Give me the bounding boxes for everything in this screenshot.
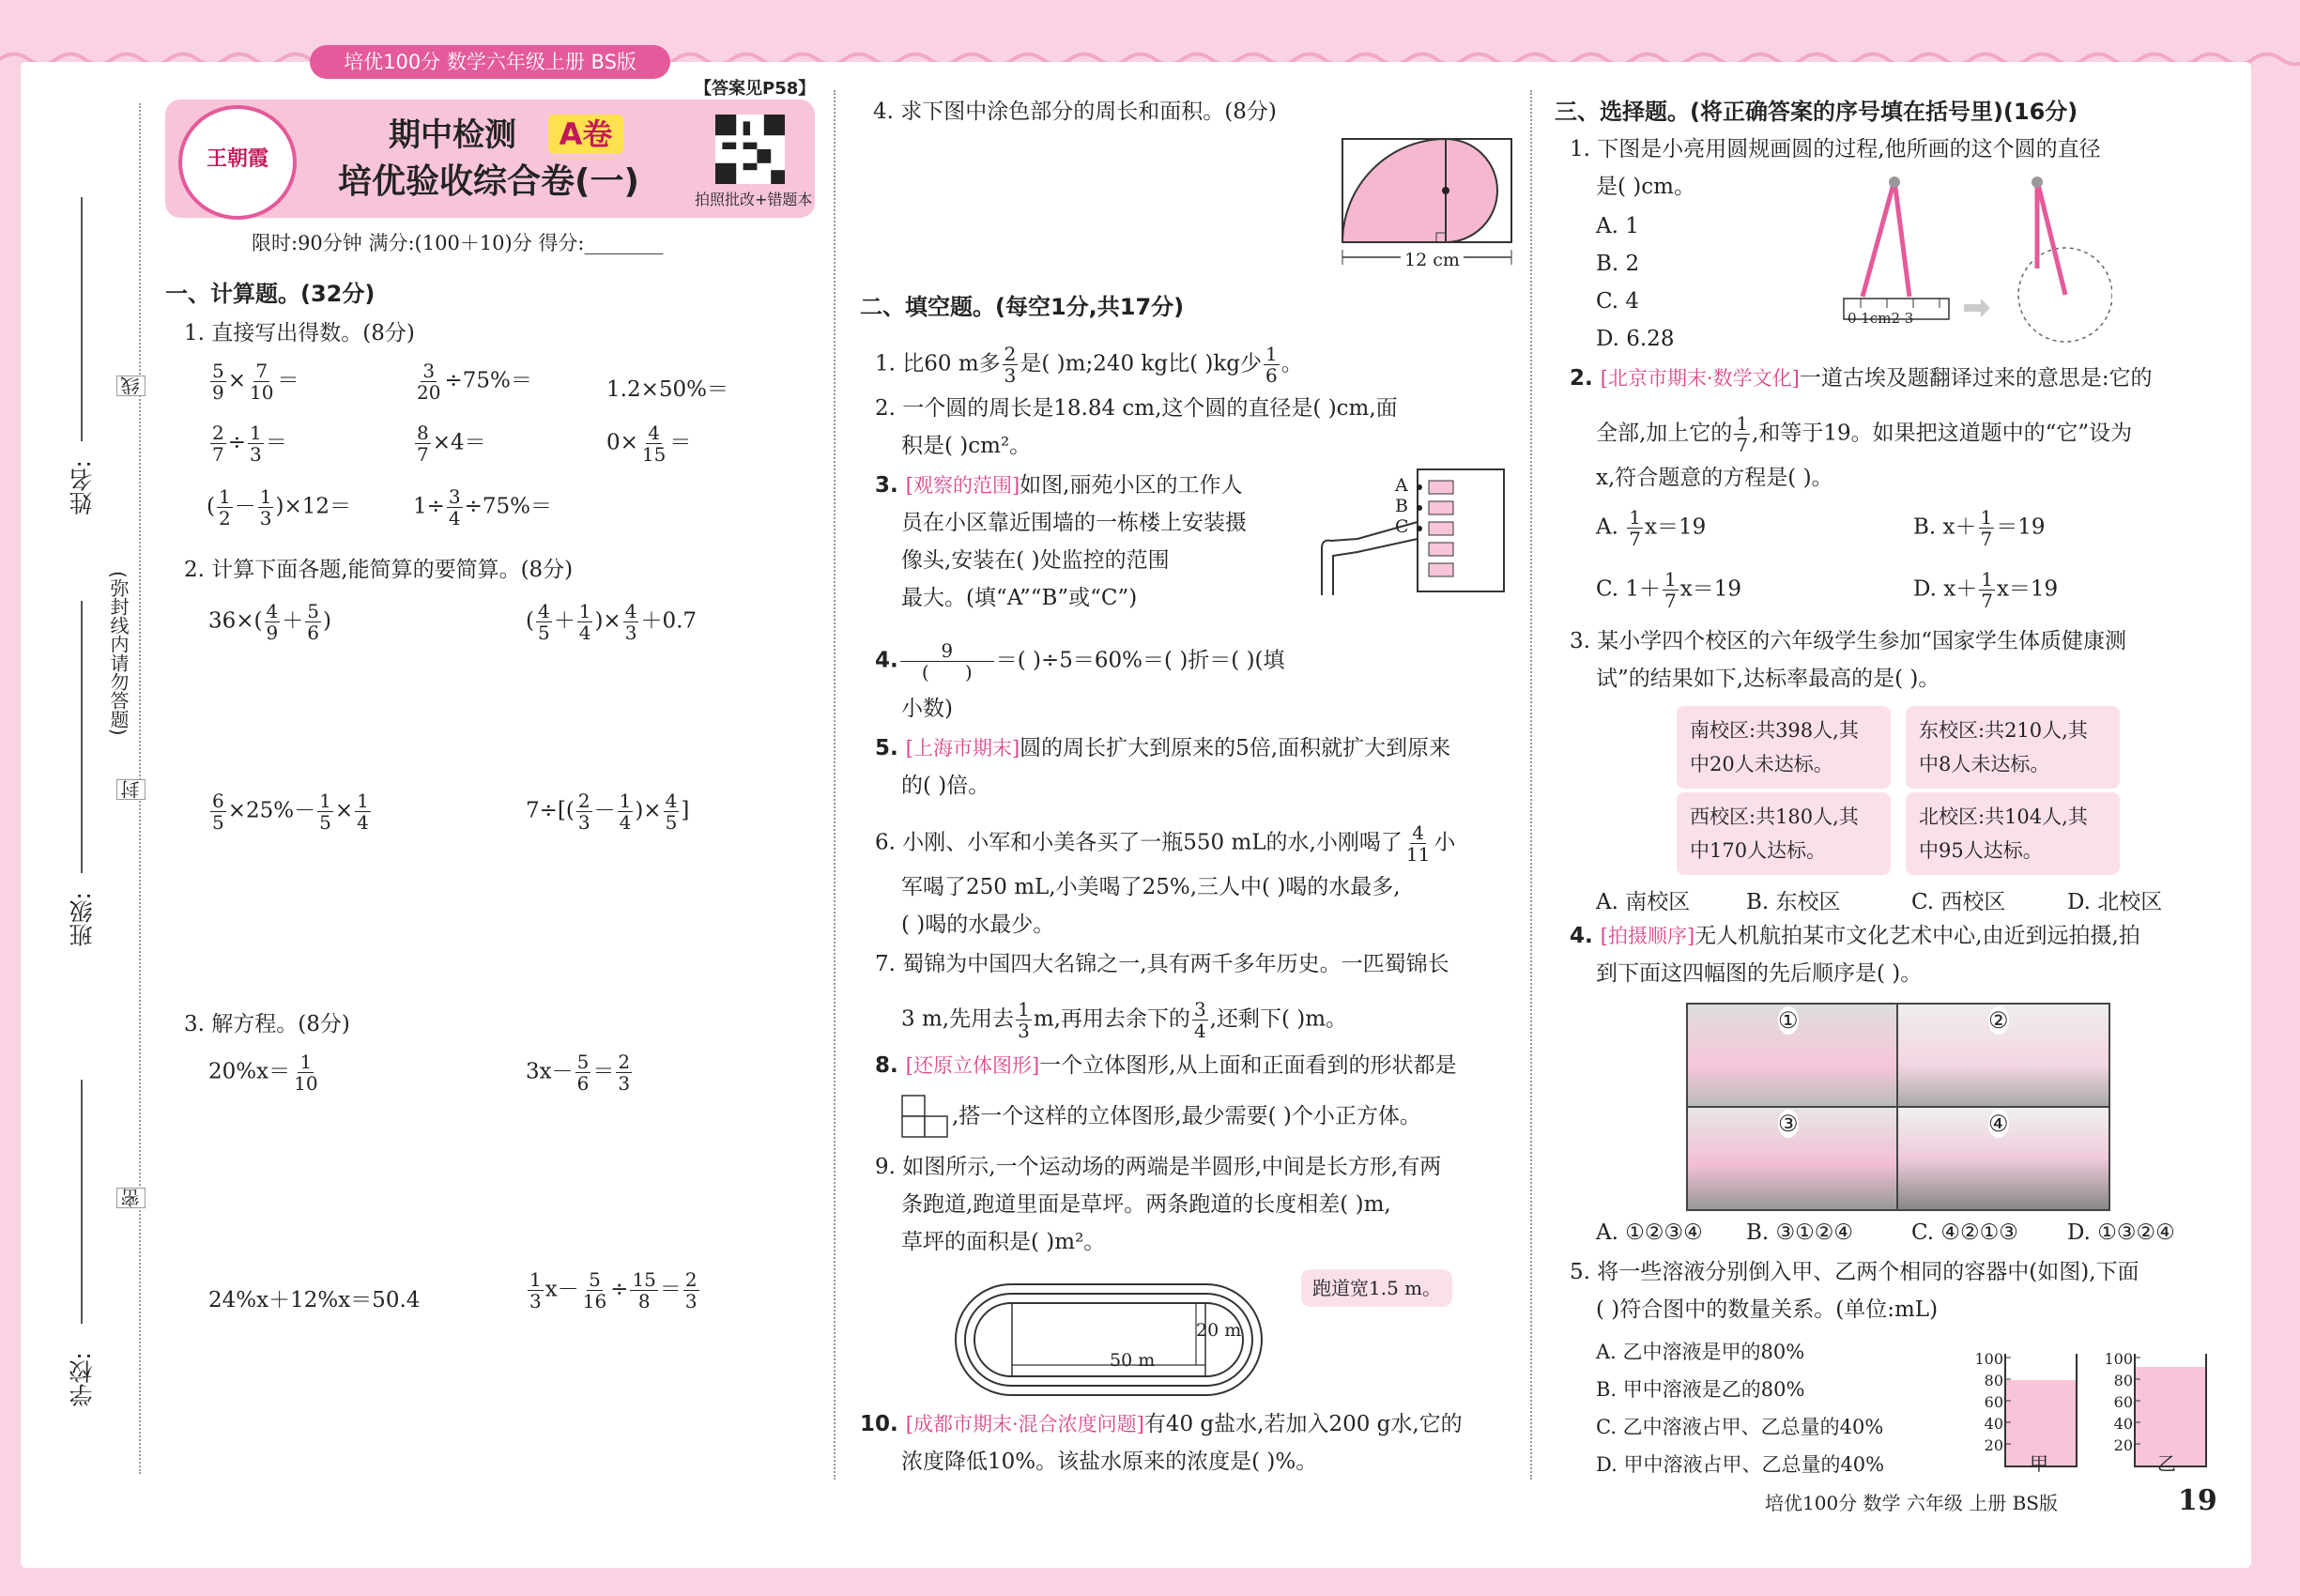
choice-3-opt-d[interactable]: D. 北校区	[2067, 890, 2163, 914]
tick-20: 20	[2113, 1436, 2133, 1454]
campus-east: 东校区:共210人,其中8人未达标。	[1906, 706, 2120, 789]
section-1-title: 一、计算题。(32分)	[165, 281, 376, 307]
fill-7-b3: ,还剩下( )m。	[1209, 1006, 1348, 1032]
section-2-title: 二、填空题。(每空1分,共17分)	[860, 294, 1185, 320]
beaker-b-scale	[2099, 1348, 2133, 1456]
campus-west: 西校区:共180人,其中170人达标。	[1677, 792, 1891, 875]
beaker-b-label: 乙	[2157, 1452, 2176, 1475]
fill-8b: ,搭一个这样的立体图形,最少需要( )个小正方体。	[952, 1104, 1421, 1128]
fill-7b: 3 m,先用去 $\frac{1}{3}$ m,再用去余下的 $\frac{3}{4}$ ,还剩下( )m。	[901, 998, 1348, 1042]
calc-12: 7÷[( $\frac{2}{3}$ － $\frac{1}{4}$ )× $\frac{4}{5}$ ]	[526, 790, 690, 834]
choice-2-c-eq: x＝19	[1679, 576, 1742, 602]
calc-10: ( $\frac{4}{5}$ ＋ $\frac{1}{4}$ )× $\frac{4}{3}$ ＋0.7	[526, 600, 698, 644]
choice-2b: 全部,加上它的 $\frac{1}{7}$ ,和等于19。如果把这道题中的“它”设为	[1596, 412, 2133, 456]
choice-4-tag: [拍摄顺序]	[1600, 925, 1695, 947]
choice-2-opt-b[interactable]: B. x＋ $\frac{1}{7}$ ＝19	[1913, 506, 2046, 550]
fill-9b: 条跑道,跑道里面是草坪。两条跑道的长度相差( )m,	[901, 1192, 1391, 1217]
choice-4-opt-a[interactable]: A. ①②③④	[1596, 1220, 1703, 1245]
fill-3c: 像头,安装在( )处监控的范围	[901, 548, 1170, 573]
aerial-photos	[1686, 1003, 2110, 1211]
choice-3a: 3. 某小学四个校区的六年级学生参加“国家学生体质健康测	[1570, 629, 2127, 653]
choice-4a: 4. [拍摄顺序]无人机航拍某市文化艺术中心,由近到远拍摄,拍	[1570, 924, 2140, 948]
fill-6c: 军喝了250 mL,小美喝了25%,三人中( )喝的水最多,	[901, 875, 1401, 899]
tick-100: 100	[2104, 1350, 2133, 1368]
tick-60: 60	[2113, 1393, 2133, 1411]
exam-subtitle: 培优验收综合卷(一)	[338, 162, 639, 201]
fill-1-b: 是( )m;240 kg比( )kg少	[1020, 351, 1262, 376]
fill-7a: 7. 蜀锦为中国四大名锦之一,具有两千多年历史。一匹蜀锦长	[875, 952, 1449, 976]
tick-60: 60	[1984, 1393, 2003, 1411]
fill-7-b1: 3 m,先用去	[901, 1006, 1015, 1032]
eq-3: 24%x＋12%x＝50.4	[208, 1288, 421, 1312]
series-text: 培优100分 数学六年级上册 BS版	[344, 51, 636, 73]
choice-5-opt-d[interactable]: D. 甲中溶液占甲、乙总量的40%	[1596, 1453, 1885, 1476]
choice-4b: 到下面这四幅图的先后顺序是( )。	[1596, 961, 1923, 986]
fill-4-text: ＝( )÷5＝60%＝( )折＝( )(填	[995, 648, 1285, 673]
answer-ref: 【答案见P58】	[695, 79, 816, 99]
calc-11: $\frac{6}{5}$ ×25%－ $\frac{1}{5}$ × $\frac{1}{4}$	[212, 790, 369, 834]
fill-8-text: 一个立体图形,从上面和正面看到的形状都是	[1039, 1053, 1457, 1078]
choice-2-a-eq: x＝19	[1644, 514, 1707, 540]
series-tab	[310, 45, 670, 79]
choice-2-tag: [北京市期末·数学文化]	[1600, 367, 1800, 390]
fill-9a: 9. 如图所示,一个运动场的两端是半圆形,中间是长方形,有两	[875, 1155, 1442, 1179]
calc-8: 1÷ $\frac{3}{4}$ ÷75%＝	[413, 485, 553, 529]
q1-title: 1. 直接写出得数。(8分)	[184, 321, 415, 345]
choice-1-opt-c[interactable]: C. 4	[1596, 289, 1640, 314]
exam-title: 期中检测	[389, 116, 516, 154]
fill-10a: 10. [成都市期末·混合浓度问题]有40 g盐水,若加入200 g水,它的	[860, 1412, 1463, 1436]
fill-4: 4. $\frac{9}{( )}$ ＝( )÷5＝60%＝( )折＝( )(填	[875, 639, 1285, 683]
choice-3-opt-b[interactable]: B. 东校区	[1746, 890, 1841, 914]
fill-10-tag: [成都市期末·混合浓度问题]	[905, 1413, 1144, 1435]
choice-5-opt-b[interactable]: B. 甲中溶液是乙的80%	[1596, 1378, 1805, 1401]
choice-2-b-eq: ＝19	[1996, 514, 2046, 540]
choice-2d: x,符合题意的方程是( )。	[1596, 466, 1833, 490]
name-field[interactable]	[81, 197, 83, 441]
page-number: 19	[2178, 1484, 2217, 1517]
logo-badge	[178, 105, 297, 220]
calc-7-tail: ×12＝	[284, 494, 351, 519]
column-divider-2	[1530, 90, 1532, 1480]
seal2-mark: 密	[116, 1188, 146, 1208]
choice-3-opt-c[interactable]: C. 西校区	[1911, 890, 2006, 914]
calc-6: 0× $\frac{4}{15}$ ＝	[606, 422, 692, 466]
column-divider-1	[834, 90, 836, 1480]
school-label: 学校:	[69, 1352, 96, 1407]
fill-1-a: 1. 比60 m多	[875, 351, 1001, 376]
track-length-label: 50 m	[1110, 1350, 1156, 1371]
choice-1-opt-b[interactable]: B. 2	[1596, 252, 1640, 276]
class-field[interactable]	[81, 601, 83, 873]
school-field[interactable]	[81, 1080, 83, 1324]
track-note-bubble: 跑道宽1.5 m。	[1301, 1269, 1452, 1307]
choice-5b: ( )符合图中的数量关系。(单位:mL)	[1596, 1297, 1939, 1322]
label-b: B	[1395, 496, 1408, 516]
fill-4b: 小数)	[901, 697, 953, 721]
exam-meta: 限时:90分钟 满分:(100＋10)分 得分:________	[252, 232, 664, 254]
eq-1-head: 20%x＝	[208, 1059, 291, 1084]
track-width-label: 20 m	[1196, 1320, 1242, 1341]
label-a: A	[1395, 475, 1408, 496]
line-mark: 线	[116, 376, 146, 396]
calc-2-tail: 75%＝	[462, 368, 532, 393]
fill-5-text: 圆的周长扩大到原来的5倍,面积就扩大到原来	[1020, 736, 1451, 760]
fill-3-tag: [观察的范围]	[905, 474, 1020, 497]
choice-4-opt-d[interactable]: D. ①③②④	[2067, 1220, 2175, 1245]
fill-8-tag: [还原立体图形]	[905, 1054, 1040, 1077]
logo-text: 王朝霞	[206, 147, 268, 171]
fill-5-tag: [上海市期末]	[905, 737, 1020, 760]
seal-mark: 封	[116, 779, 146, 800]
fill-5a: 5. [上海市期末]圆的周长扩大到原来的5倍,面积就扩大到原来	[875, 736, 1451, 760]
fill-8a: 8. [还原立体图形]一个立体图形,从上面和正面看到的形状都是	[875, 1053, 1457, 1078]
calc-3: 1.2×50%＝	[606, 377, 728, 402]
fill-3b: 员在小区靠近围墙的一栋楼上安装摄	[901, 511, 1247, 535]
photo-3-number: ③	[1778, 1111, 1799, 1137]
q4-title: 4. 求下图中涂色部分的周长和面积。(8分)	[873, 100, 1277, 124]
photo-1-number: ①	[1778, 1007, 1799, 1034]
qr-caption: 拍照批改+错题本	[695, 191, 813, 208]
tick-100: 100	[1974, 1350, 2003, 1368]
fill-9c: 草坪的面积是( )m²。	[901, 1230, 1106, 1254]
campus-south: 南校区:共398人,其中20人未达标。	[1677, 706, 1891, 789]
binding-note: (弥封线内请勿答题)	[107, 571, 130, 736]
fill-2b: 积是( )cm²。	[901, 434, 1032, 458]
choice-2-opt-c[interactable]: C. 1＋ $\frac{1}{7}$ x＝19	[1596, 568, 1742, 612]
tick-40: 40	[2113, 1415, 2133, 1433]
choice-2-text: 一道古埃及题翻译过来的意思是:它的	[1799, 366, 2153, 391]
cube-view-icon	[901, 1095, 948, 1140]
fill-6a: 6. 小刚、小军和小美各买了一瓶550 mL的水,小刚喝了 $\frac{4}{11}$ 小	[875, 821, 1456, 866]
fill-6-tail: 小	[1434, 830, 1456, 855]
choice-5-opt-c[interactable]: C. 乙中溶液占甲、乙总量的40%	[1596, 1416, 1884, 1438]
calc-7: ( $\frac{1}{2}$ － $\frac{1}{3}$ )×12＝	[207, 485, 351, 529]
choice-3b: 试”的结果如下,达标率最高的是( )。	[1596, 667, 1940, 691]
choice-2-b-label: B. x＋	[1913, 514, 1977, 540]
fill-3d: 最大。(填“A”“B”或“C”)	[901, 586, 1138, 610]
q2-title: 2. 计算下面各题,能简算的要简算。(8分)	[184, 558, 574, 582]
fill-7-b2: m,再用去余下的	[1033, 1006, 1190, 1032]
choice-2-opt-a[interactable]: A. $\frac{1}{7}$ x＝19	[1596, 506, 1707, 550]
choice-3-opt-a[interactable]: A. 南校区	[1596, 890, 1691, 914]
class-label: 班级:	[69, 892, 96, 947]
choice-2-opt-d[interactable]: D. x＋ $\frac{1}{7}$ x＝19	[1913, 568, 2059, 612]
tick-80: 80	[2113, 1372, 2133, 1389]
name-label: 姓名:	[69, 460, 96, 515]
calc-5: $\frac{8}{7}$ ×4＝	[417, 422, 486, 466]
calc-8-tail: ÷75%＝	[464, 494, 553, 519]
section-3-title: 三、选择题。(将正确答案的序号填在括号里)(16分)	[1555, 99, 2078, 125]
calc-9: 36×( $\frac{4}{9}$ ＋ $\frac{5}{6}$ )	[208, 600, 331, 644]
choice-5a: 5. 将一些溶液分别倒入甲、乙两个相同的容器中(如图),下面	[1570, 1260, 2139, 1284]
fill-6d: ( )喝的水最少。	[901, 913, 1055, 937]
qr-code-icon[interactable]	[715, 115, 785, 184]
fill-3a: 3. [观察的范围]如图,丽苑小区的工作人	[875, 473, 1243, 498]
calc-2: $\frac{3}{20}$ ÷75%＝	[417, 360, 532, 404]
choice-1b: 是( )cm。	[1596, 175, 1695, 199]
fill-6-text: 6. 小刚、小军和小美各买了一瓶550 mL的水,小刚喝了	[875, 830, 1403, 855]
tick-40: 40	[1984, 1415, 2003, 1433]
figure-dimension: 12 cm	[1401, 246, 1464, 274]
choice-2-b2: ,和等于19。如果把这道题中的“它”设为	[1752, 421, 2133, 446]
eq-4: $\frac{1}{3}$ x－ $\frac{5}{16}$ ÷ $\frac{15}{8}$ ＝ $\frac{2}{3}$	[529, 1268, 698, 1312]
fill-1: 1. 比60 m多 $\frac{2}{3}$ 是( )m;240 kg比( )kg少 $\frac{1}{6}$ 。	[875, 343, 1303, 387]
fill-10-text: 有40 g盐水,若加入200 g水,它的	[1143, 1412, 1463, 1436]
choice-2-b1: 全部,加上它的	[1596, 421, 1733, 446]
campus-north: 北校区:共104人,其中95人达标。	[1906, 792, 2120, 875]
photo-4-number: ④	[1988, 1111, 2009, 1137]
eq-2: 3x－ $\frac{5}{6}$ ＝ $\frac{2}{3}$	[526, 1051, 631, 1095]
calc-4: $\frac{2}{7}$ ÷ $\frac{1}{3}$ ＝	[212, 422, 287, 466]
choice-1a: 1. 下图是小亮用圆规画圆的过程,他所画的这个圆的直径	[1570, 137, 2101, 161]
choice-2a: 2. [北京市期末·数学文化]一道古埃及题翻译过来的意思是:它的	[1570, 366, 2153, 391]
calc-1: $\frac{5}{9}$ × $\frac{7}{10}$ ＝	[212, 360, 299, 404]
choice-1-opt-a[interactable]: A. 1	[1596, 214, 1639, 238]
fill-4-num: 9	[900, 640, 994, 662]
choice-4-opt-c[interactable]: C. ④②①③	[1911, 1220, 2018, 1245]
choice-4-opt-b[interactable]: B. ③①②④	[1746, 1220, 1854, 1245]
photo-2-number: ②	[1988, 1007, 2009, 1034]
calc-10-tail: ＋0.7	[640, 608, 698, 634]
choice-1-opt-d[interactable]: D. 6.28	[1596, 327, 1675, 351]
fill-10b: 浓度降低10%。该盐水原来的浓度是( )%。	[901, 1450, 1318, 1474]
choice-2-d-eq: x＝19	[1996, 576, 2059, 602]
q3-title: 3. 解方程。(8分)	[184, 1012, 350, 1036]
fill-3-text: 如图,丽苑小区的工作人	[1020, 473, 1243, 498]
eq-1: 20%x＝ $\frac{1}{10}$	[208, 1051, 318, 1095]
choice-4-text: 无人机航拍某市文化艺术中心,由近到远拍摄,拍	[1694, 924, 2140, 948]
fill-5b: 的( )倍。	[901, 774, 990, 798]
label-c: C	[1395, 516, 1409, 537]
ruler-label: 0 1cm2 3	[1848, 310, 1914, 327]
beaker-a-scale	[1970, 1348, 2003, 1456]
choice-2-a-label: A.	[1596, 514, 1626, 540]
tick-80: 80	[1984, 1372, 2003, 1389]
fill-2a: 2. 一个圆的周长是18.84 cm,这个圆的直径是( )cm,面	[875, 396, 1398, 421]
calc-11-mid: ×25%－	[227, 798, 316, 823]
choice-2-c-label: C. 1＋	[1596, 576, 1662, 602]
building-camera-figure	[1314, 468, 1508, 605]
paper-badge: A卷	[548, 115, 623, 154]
tick-20: 20	[1984, 1436, 2003, 1454]
choice-5-opt-a[interactable]: A. 乙中溶液是甲的80%	[1596, 1341, 1805, 1363]
footer-text: 培优100分 数学 六年级 上册 BS版	[1765, 1492, 2059, 1514]
beaker-a-label: 甲	[2030, 1452, 2048, 1475]
choice-2-d-label: D. x＋	[1913, 576, 1978, 602]
